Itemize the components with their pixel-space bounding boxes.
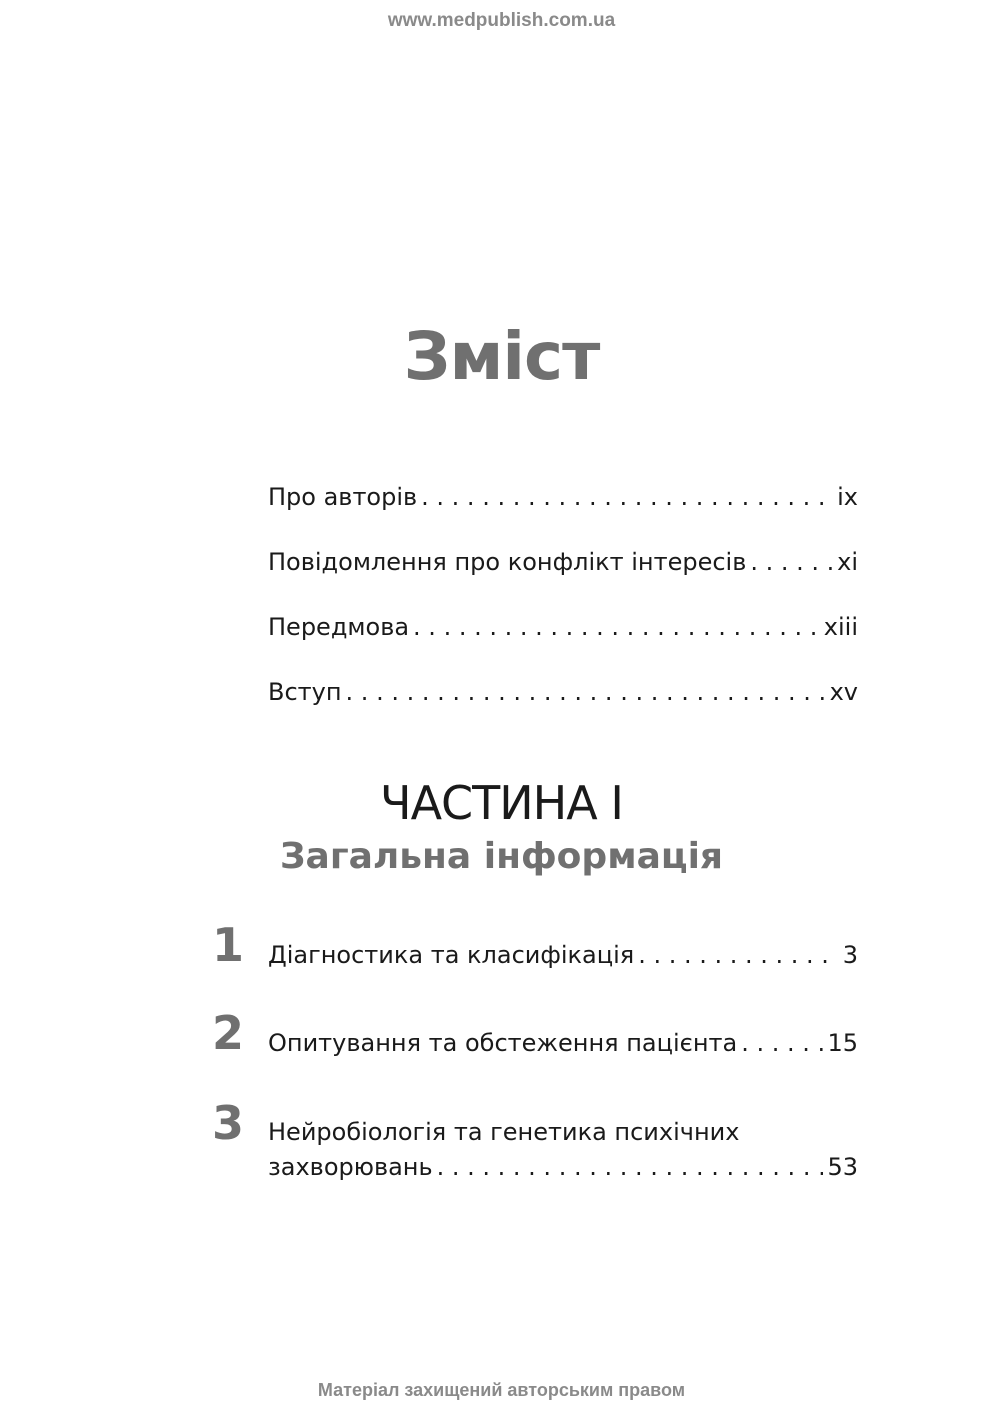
toc-entry-chapter-3[interactable] xyxy=(268,1152,858,1182)
copyright-notice: Матеріал захищений авторським правом xyxy=(317,1380,686,1400)
toc-entry-label: Передмова xyxy=(268,613,410,641)
dot-leader xyxy=(750,547,833,577)
toc-entry-about-authors[interactable] xyxy=(268,482,858,512)
toc-entry-page: ix xyxy=(837,483,858,511)
toc-entry-page: 53 xyxy=(827,1153,858,1181)
toc-entry-chapter-2[interactable] xyxy=(268,1028,858,1058)
toc-entry-label: Вступ xyxy=(268,678,342,706)
part-title: Загальна інформація xyxy=(279,836,724,877)
publisher-url[interactable]: www.medpublish.com.ua xyxy=(387,10,616,31)
toc-entry-conflict-of-interest[interactable] xyxy=(268,547,858,577)
toc-entry-chapter-3-title-line1[interactable]: Нейробіологія та генетика психічних xyxy=(268,1118,740,1146)
chapter-number: 3 xyxy=(212,1096,245,1150)
toc-entry-page: xv xyxy=(829,678,858,706)
dot-leader xyxy=(421,482,833,512)
chapter-number: 2 xyxy=(212,1006,245,1060)
toc-entry-page: 15 xyxy=(827,1029,858,1057)
toc-entry-chapter-1[interactable] xyxy=(268,940,858,970)
toc-entry-label: Діагностика та класифікація xyxy=(268,941,635,969)
toc-entry-label: Повідомлення про конфлікт інтересів xyxy=(268,548,747,576)
toc-entry-preface[interactable] xyxy=(268,612,858,642)
toc-entry-page: 3 xyxy=(842,941,858,969)
toc-entry-page: xiii xyxy=(823,613,858,641)
dot-leader xyxy=(741,1028,823,1058)
toc-entry-introduction[interactable] xyxy=(268,677,858,707)
chapter-number: 1 xyxy=(212,918,245,972)
dot-leader xyxy=(638,940,839,970)
toc-entry-label: Про авторів xyxy=(268,483,418,511)
page-title: Зміст xyxy=(403,318,600,395)
dot-leader xyxy=(346,677,826,707)
dot-leader xyxy=(413,612,820,642)
toc-entry-label: захворювань xyxy=(268,1153,433,1181)
toc-entry-page: xi xyxy=(837,548,858,576)
part-label: ЧАСТИНА I xyxy=(380,776,623,830)
dot-leader xyxy=(437,1152,824,1182)
toc-entry-label: Опитування та обстеження пацієнта xyxy=(268,1029,738,1057)
